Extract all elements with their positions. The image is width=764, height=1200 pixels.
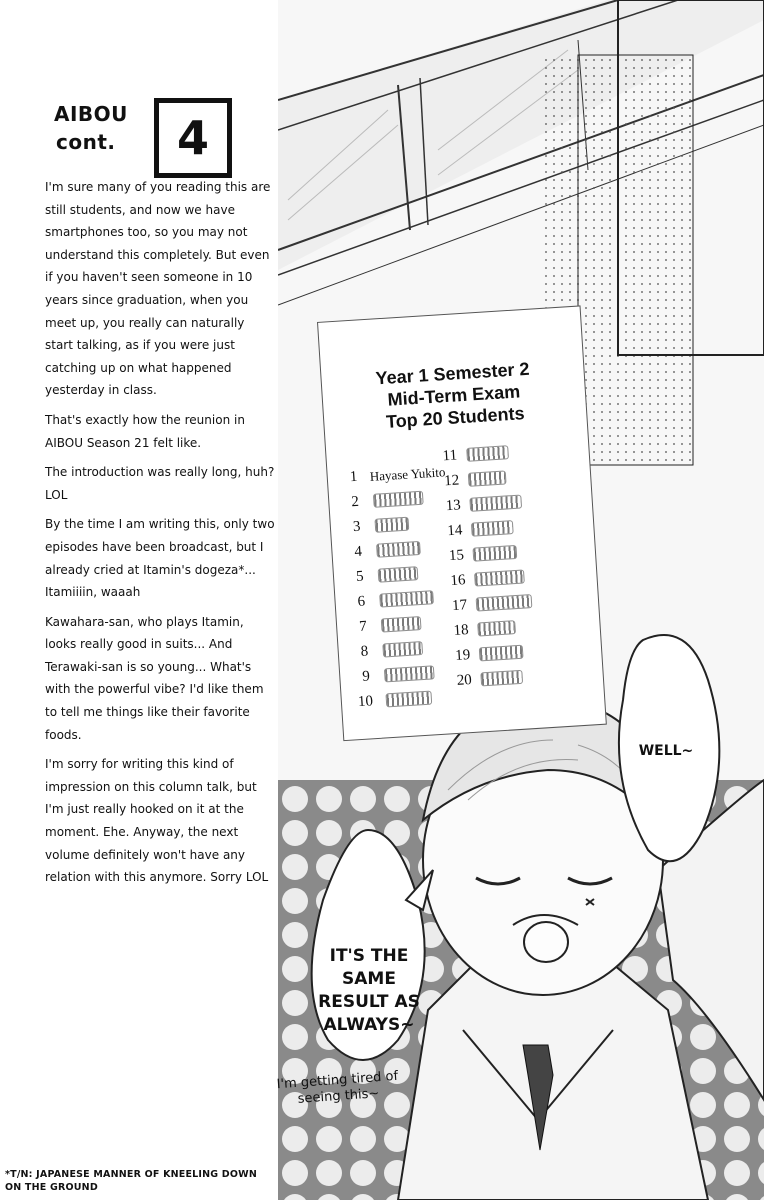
rank-number: 8 (360, 643, 369, 660)
poster-title-line: Top 20 Students (385, 403, 526, 432)
rank-number: 7 (358, 618, 368, 635)
rank-number: 3 (352, 518, 361, 536)
rank-number: 6 (357, 593, 366, 610)
exam-ranking-poster (317, 305, 607, 741)
censored-name (474, 569, 525, 586)
column-title (54, 100, 128, 156)
rank-1-name: Hayase Yukito (369, 464, 446, 484)
censored-name (476, 594, 533, 611)
poster-title-line: Mid-Term Exam (387, 381, 521, 410)
column-paragraph: I'm sure many of you reading this are still students, and now we have smartphones too, so you may not understand this completely. But even if you haven't seen someone in 10 years since graduation, when you meet up, you really can naturally start talking, as if you were just catching up on what happened yesterday in class. (45, 180, 271, 398)
poster-title (321, 354, 587, 436)
censored-name (384, 665, 435, 682)
column-paragraph: By the time I am writing this, only two episodes have been broadcast, but I already cried at Itamin's dogeza*... Itamiiiin, waaah (45, 517, 275, 600)
rank-number: 15 (448, 547, 465, 565)
rank-number: 19 (454, 647, 471, 664)
column-number-box (154, 98, 232, 178)
censored-name (469, 495, 522, 512)
rank-number: 17 (451, 597, 468, 615)
censored-name (477, 620, 516, 636)
censored-name (480, 670, 523, 687)
speech-bubble-same-result: IT'S THE SAME RESULT AS ALWAYS~ (318, 946, 420, 1035)
rank-number: 18 (453, 622, 470, 640)
censored-name (376, 541, 421, 558)
column-paragraph: The introduction was really long, huh? LOL (45, 465, 275, 502)
censored-name (381, 616, 422, 632)
aside-text-tired: I'm getting tired of seeing this~ (276, 1068, 399, 1107)
censored-name (471, 520, 514, 537)
column-title-line2: cont. (56, 130, 116, 154)
rank-number: 12 (443, 472, 460, 490)
censored-name (479, 645, 524, 662)
censored-name (466, 445, 509, 462)
censored-name (373, 491, 424, 508)
rank-number: 13 (445, 497, 462, 515)
censored-name (379, 590, 434, 607)
rank-number: 4 (354, 543, 363, 561)
column-number: 4 (176, 111, 209, 165)
translator-footnote: *T/N: JAPANESE MANNER OF KNEELING DOWN ON THE GROUND (5, 1169, 258, 1193)
rank-number: 10 (357, 693, 374, 711)
rank-number: 1 (349, 468, 358, 486)
censored-name (382, 641, 423, 657)
censored-name (385, 691, 432, 708)
column-paragraph: I'm sorry for writing this kind of impression on this column talk, but I'm just really hooked on it at the moment. Ehe. Anyway, the next volume definitely won't have any relation with this anymore. Sorry LOL (45, 757, 269, 885)
column-title-line1: AIBOU (54, 102, 128, 126)
column-body (45, 176, 275, 896)
poster-title-line: Year 1 Semester 2 (374, 358, 531, 389)
rank-number: 9 (361, 668, 371, 685)
rank-number: 2 (350, 493, 360, 511)
rank-number: 14 (446, 522, 463, 540)
rank-number: 11 (442, 447, 458, 465)
rank-number: 16 (450, 572, 467, 590)
censored-name (468, 470, 507, 486)
rank-number: 20 (456, 672, 473, 689)
censored-name (374, 517, 409, 533)
column-paragraph: Kawahara-san, who plays Itamin, looks really good in suits... And Terawaki-san is so young... What's with the powerful vibe? I'd like them to tell me things like their favorite foods. (45, 614, 264, 742)
censored-name (378, 566, 419, 582)
speech-bubble-well: WELL~ (638, 743, 694, 759)
column-paragraph: That's exactly how the reunion in AIBOU Season 21 felt like. (45, 412, 245, 450)
rank-number: 5 (355, 568, 365, 586)
censored-name (472, 545, 517, 562)
